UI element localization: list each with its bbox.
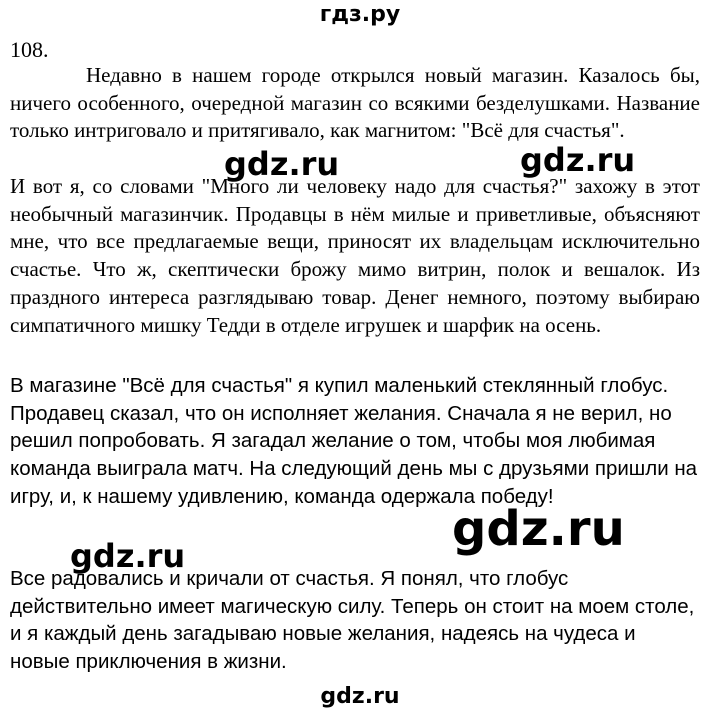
watermark: gdz.ru: [452, 501, 625, 557]
paragraph-3: В магазине "Всё для счастья" я купил маленький стеклянный глобус. Продавец сказал, что он исполняет желания. Сначала я не верил, но решил попробовать. Я загадал желание о том, чтобы моя любимая команда выиграла матч. На следующий день мы с друзьями пришли на игру, и, к нашему удивлению, команда одержала победу!: [10, 374, 698, 508]
paragraph-2: И вот я, со словами "Много ли человеку надо для счастья?" захожу в этот необычный магазинчик. Продавцы в нём милые и приветливые, объясняют мне, что все предлагаемые вещи, приносят их владельцам исключительно счастье. Что ж, скептически брожу мимо витрин, полок и вешалок. Из праздного интереса разглядываю товар. Денег немного, поэтому выбираю симпатичного мишку Тедди в отделе игрушек и шарфик на осень.: [10, 174, 700, 337]
site-header: гдз.ру: [319, 2, 401, 27]
watermark: gdz.ru: [520, 141, 636, 179]
paragraph-1: Недавно в нашем городе открылся новый магазин. Казалось бы, ничего особенного, очередной магазин со всякими безделушками. Название только интриговало и притягивало, как магнитом: "Всё для счастья".: [10, 63, 700, 143]
site-footer: gdz.ru: [320, 684, 400, 709]
watermark: gdz.ru: [70, 537, 186, 575]
paragraph-4: Все радовались и кричали от счастья. Я понял, что глобус действительно имеет магическую силу. Теперь он стоит на моем столе, и я каждый день загадываю новые желания, надеясь на чудеса и новые приключения в жизни.: [10, 567, 695, 674]
watermark: gdz.ru: [224, 145, 340, 183]
exercise-number: 108.: [10, 37, 49, 62]
